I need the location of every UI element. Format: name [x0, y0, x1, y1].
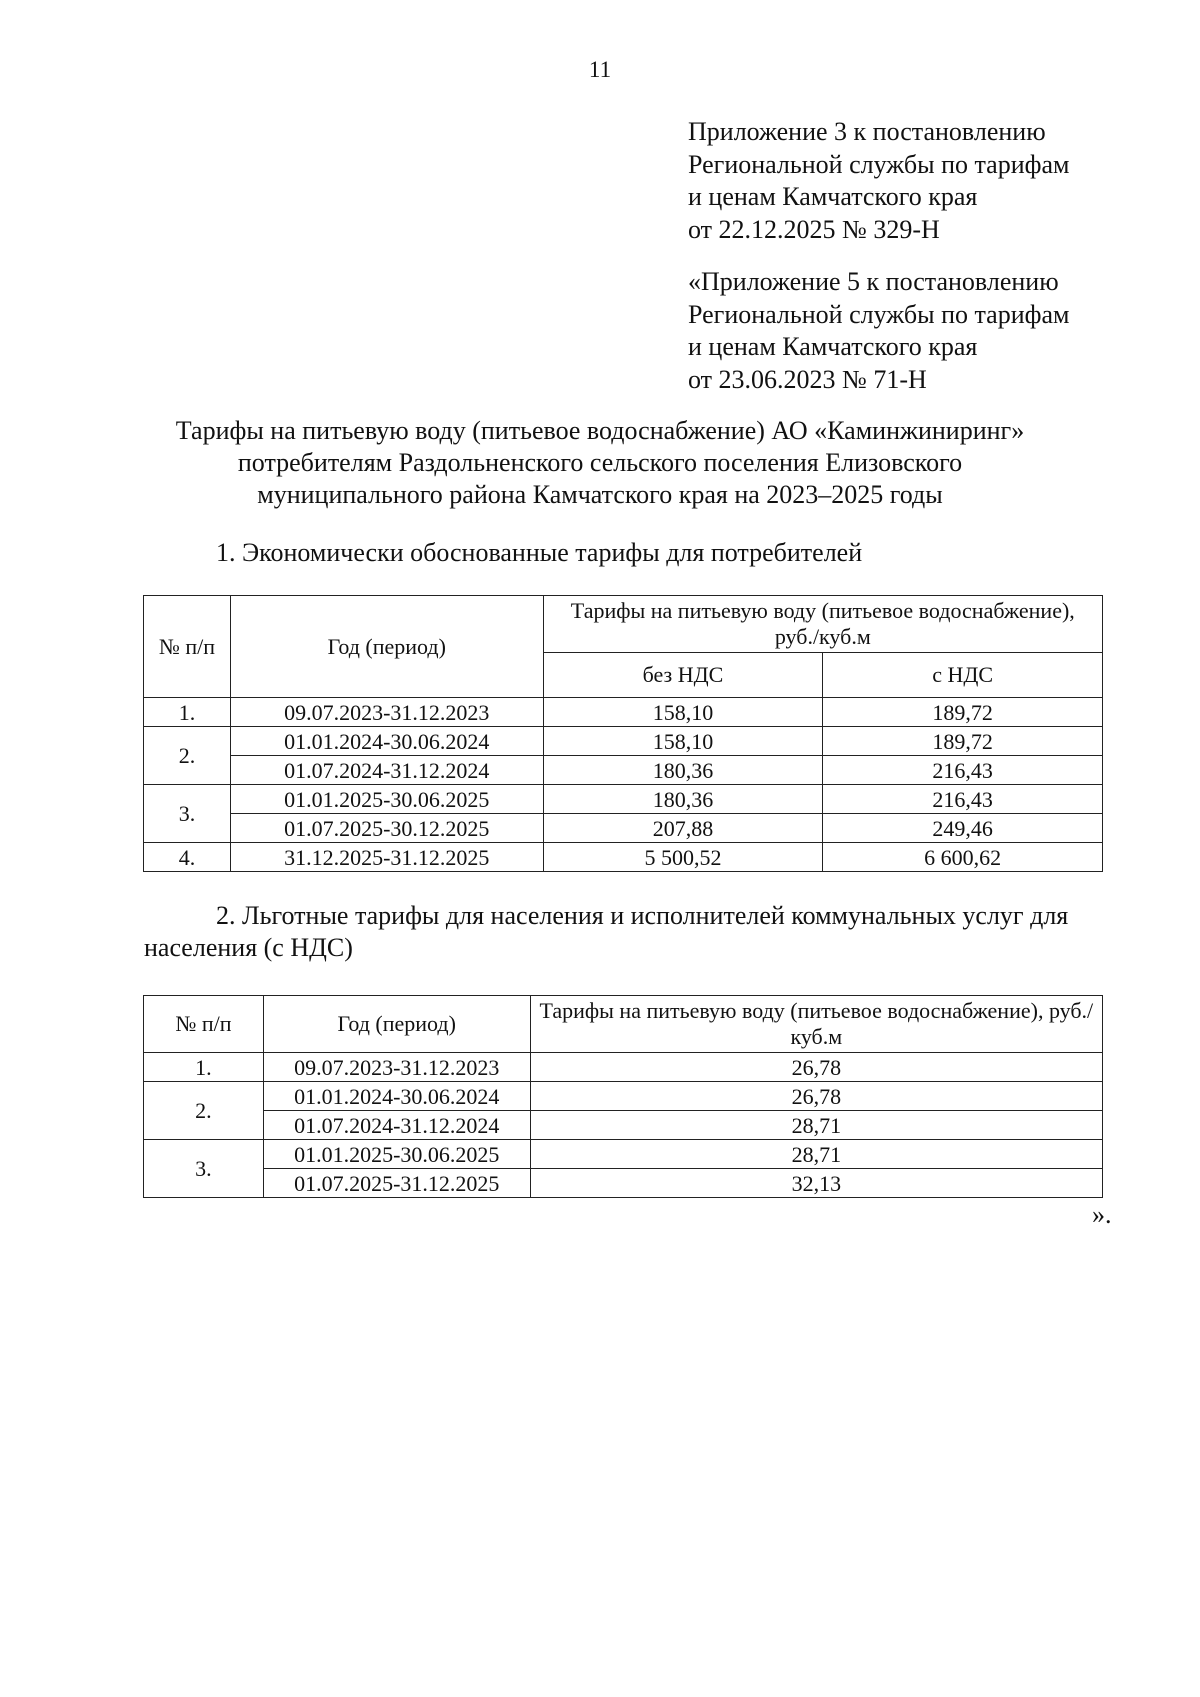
cell-num: 2. — [144, 1082, 264, 1140]
header-tariff: Тарифы на питьевую воду (питьевое водоснабжение), руб./куб.м — [543, 596, 1102, 653]
cell-period: 01.01.2025-30.06.2025 — [263, 1140, 530, 1169]
cell-with-vat: 249,46 — [823, 814, 1103, 843]
appendix-line: и ценам Камчатского края — [688, 332, 978, 361]
cell-value: 28,71 — [530, 1111, 1102, 1140]
cell-period: 01.01.2024-30.06.2024 — [263, 1082, 530, 1111]
header-num: № п/п — [144, 596, 231, 698]
cell-with-vat: 216,43 — [823, 785, 1103, 814]
cell-value: 28,71 — [530, 1140, 1102, 1169]
cell-with-vat: 189,72 — [823, 727, 1103, 756]
closing-quote: ». — [1092, 1200, 1112, 1229]
table-row — [144, 785, 1103, 814]
cell-no-vat: 5 500,52 — [543, 843, 823, 872]
title-line: муниципального района Камчатского края на 2023–2025 годы — [257, 480, 943, 509]
table-row — [144, 1140, 1103, 1169]
cell-period: 01.07.2024-31.12.2024 — [230, 756, 543, 785]
cell-no-vat: 180,36 — [543, 785, 823, 814]
header-period: Год (период) — [230, 596, 543, 698]
table-row — [144, 756, 1103, 785]
cell-value: 26,78 — [530, 1053, 1102, 1082]
appendix-header — [688, 116, 1069, 246]
cell-no-vat: 180,36 — [543, 756, 823, 785]
cell-period: 01.07.2025-31.12.2025 — [263, 1169, 530, 1198]
appendix-line: Региональной службы по тарифам — [688, 149, 1070, 179]
document-title — [0, 415, 1200, 511]
cell-num: 1. — [144, 698, 231, 727]
preferential-tariffs-table — [143, 995, 1103, 1198]
cell-period: 31.12.2025-31.12.2025 — [230, 843, 543, 872]
cell-no-vat: 158,10 — [543, 698, 823, 727]
table-row — [144, 1169, 1103, 1198]
table-row — [144, 1082, 1103, 1111]
cell-no-vat: 158,10 — [543, 727, 823, 756]
header-tariff: Тарифы на питьевую воду (питьевое водоснабжение), руб./куб.м — [530, 996, 1102, 1053]
cell-num: 1. — [144, 1053, 264, 1082]
cell-period: 09.07.2023-31.12.2023 — [230, 698, 543, 727]
cell-with-vat: 189,72 — [823, 698, 1103, 727]
table-row — [144, 1111, 1103, 1140]
appendix-line: Приложение 3 к постановлению — [688, 117, 1046, 146]
appendix-line: от 22.12.2025 № 329-Н — [688, 214, 940, 244]
title-line: Тарифы на питьевую воду (питьевое водоснабжение) АО «Каминжиниринг» — [175, 416, 1025, 445]
header-period: Год (период) — [263, 996, 530, 1053]
cell-period: 01.07.2025-30.12.2025 — [230, 814, 543, 843]
appendix-line: Региональной службы по тарифам — [688, 299, 1070, 329]
table-row — [144, 698, 1103, 727]
cell-period: 01.07.2024-31.12.2024 — [263, 1111, 530, 1140]
cell-with-vat: 216,43 — [823, 756, 1103, 785]
cell-with-vat: 6 600,62 — [823, 843, 1103, 872]
table-row — [144, 1053, 1103, 1082]
cell-value: 26,78 — [530, 1082, 1102, 1111]
cell-no-vat: 207,88 — [543, 814, 823, 843]
header-with-vat: с НДС — [823, 653, 1103, 698]
cell-period: 01.01.2024-30.06.2024 — [230, 727, 543, 756]
section1-heading: 1. Экономически обоснованные тарифы для потребителей — [216, 538, 863, 567]
table-row — [144, 727, 1103, 756]
cell-num: 3. — [144, 785, 231, 843]
header-num: № п/п — [144, 996, 264, 1053]
economic-tariffs-table — [143, 595, 1103, 872]
appendix-line: и ценам Камчатского края — [688, 182, 978, 211]
cell-period: 01.01.2025-30.06.2025 — [230, 785, 543, 814]
table-row — [144, 843, 1103, 872]
page-number: 11 — [588, 57, 612, 82]
appendix-line: «Приложение 5 к постановлению — [688, 267, 1059, 296]
table-row — [144, 814, 1103, 843]
appendix-quoted — [688, 266, 1069, 396]
title-line: потребителям Раздольненского сельского поселения Елизовского — [237, 448, 963, 477]
appendix-line: от 23.06.2023 № 71-Н — [688, 364, 927, 394]
cell-period: 09.07.2023-31.12.2023 — [263, 1053, 530, 1082]
cell-num: 4. — [144, 843, 231, 872]
cell-num: 2. — [144, 727, 231, 785]
header-no-vat: без НДС — [543, 653, 823, 698]
cell-num: 3. — [144, 1140, 264, 1198]
cell-value: 32,13 — [530, 1169, 1102, 1198]
section2-heading: 2. Льготные тарифы для населения и исполнителей коммунальных услуг для населения (с НДС) — [144, 901, 1069, 962]
